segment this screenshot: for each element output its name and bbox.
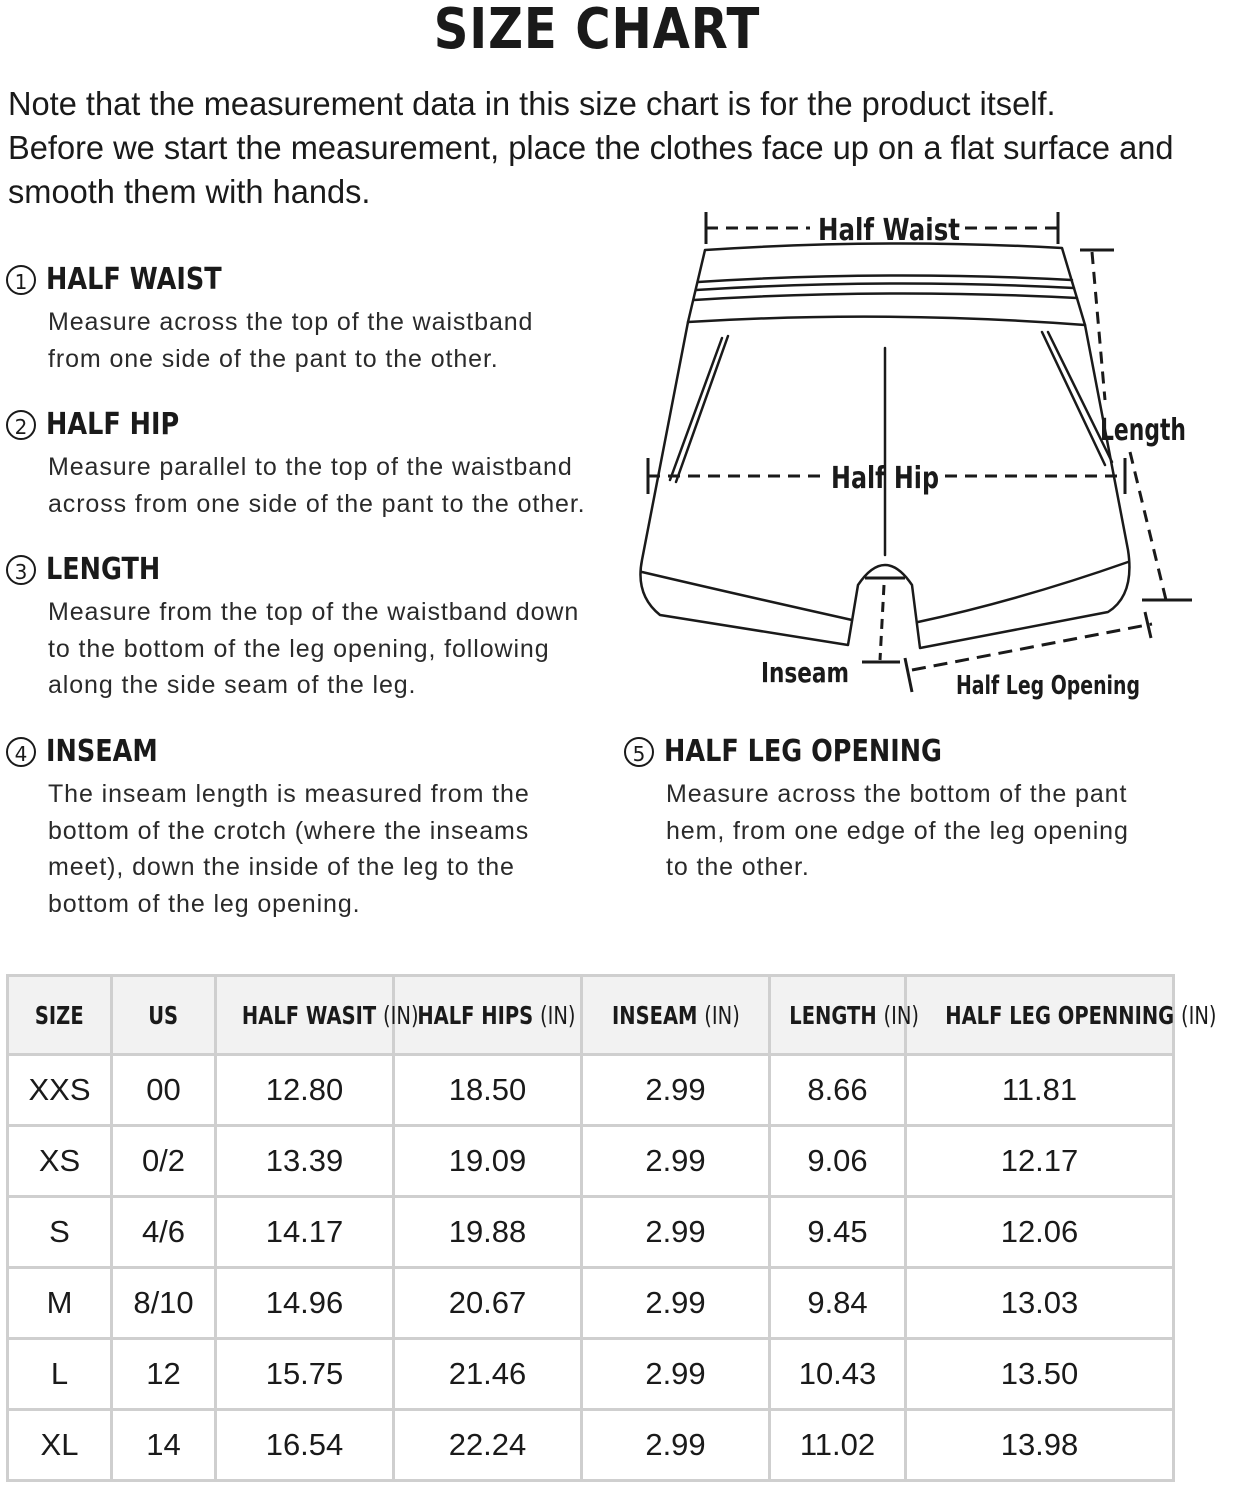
section-half-leg-opening — [624, 734, 1129, 886]
cell-half-waist: 13.39 — [216, 1126, 394, 1197]
section-number: 1 — [6, 265, 36, 295]
shorts-measurement-diagram — [630, 200, 1194, 700]
column-header-half-waist — [216, 976, 419, 1055]
description-line: Measure across the bottom of the pant — [666, 780, 1128, 808]
cell-half-hips: 19.09 — [394, 1126, 582, 1197]
header-label: US — [148, 1000, 179, 1030]
cell-half-hips: 21.46 — [394, 1339, 582, 1410]
cell-size: L — [8, 1339, 112, 1410]
header-label: HALF HIPS — [417, 1000, 534, 1030]
label-half-leg-opening: Half Leg Opening — [956, 671, 1140, 701]
cell-length: 11.02 — [770, 1410, 906, 1481]
section-description — [48, 776, 530, 923]
cell-us: 8/10 — [112, 1268, 216, 1339]
section-title: INSEAM — [46, 734, 158, 769]
header-unit: (IN) — [1180, 1000, 1217, 1030]
header-unit: (IN) — [883, 1000, 920, 1030]
description-line: Measure parallel to the top of the waistband — [48, 453, 573, 481]
column-header-half-hips — [394, 976, 582, 1055]
section-heading — [6, 734, 530, 770]
table-row — [8, 1268, 1174, 1339]
section-number: 5 — [624, 737, 654, 767]
cell-half-waist: 12.80 — [216, 1055, 394, 1126]
table-row — [8, 1055, 1174, 1126]
description-line: hem, from one edge of the leg opening — [666, 816, 1129, 845]
cell-half-leg-opening: 13.03 — [906, 1268, 1174, 1339]
cell-us: 4/6 — [112, 1197, 216, 1268]
cell-us: 12 — [112, 1339, 216, 1410]
cell-half-waist: 15.75 — [216, 1339, 394, 1410]
header-label: HALF WASIT — [241, 1000, 377, 1030]
description-line: from one side of the pant to the other. — [48, 344, 499, 373]
header-unit: (IN) — [382, 1000, 419, 1030]
intro-line: Note that the measurement data in this size chart is for the product itself. — [8, 85, 1056, 122]
section-description — [48, 304, 533, 377]
column-header-us — [112, 976, 216, 1055]
label-length: Length — [1100, 413, 1186, 448]
cell-inseam: 2.99 — [582, 1268, 770, 1339]
label-half-waist: Half Waist — [818, 213, 960, 248]
label-half-hip: Half Hip — [831, 461, 939, 496]
cell-half-hips: 20.67 — [394, 1268, 582, 1339]
section-description — [666, 776, 1129, 886]
header-label: SIZE — [35, 1000, 84, 1030]
intro-line: Before we start the measurement, place the clothes face up on a flat surface and — [8, 129, 1174, 166]
description-line: to the bottom of the leg opening, following — [48, 634, 550, 663]
table-row — [8, 1197, 1174, 1268]
table-row — [8, 1126, 1174, 1197]
cell-half-leg-opening: 13.50 — [906, 1339, 1174, 1410]
section-inseam — [6, 734, 530, 923]
section-heading — [6, 407, 586, 443]
cell-half-leg-opening: 11.81 — [906, 1055, 1174, 1126]
cell-size: S — [8, 1197, 112, 1268]
cell-inseam: 2.99 — [582, 1055, 770, 1126]
cell-inseam: 2.99 — [582, 1339, 770, 1410]
header-unit: (IN) — [539, 1000, 576, 1030]
description-line: across from one side of the pant to the other. — [48, 489, 586, 518]
cell-us: 0/2 — [112, 1126, 216, 1197]
header-label: HALF LEG OPENNING — [945, 1000, 1175, 1030]
cell-half-hips: 18.50 — [394, 1055, 582, 1126]
section-number: 3 — [6, 555, 36, 585]
cell-half-hips: 22.24 — [394, 1410, 582, 1481]
section-number: 4 — [6, 737, 36, 767]
cell-half-leg-opening: 12.17 — [906, 1126, 1174, 1197]
table-row — [8, 1339, 1174, 1410]
cell-length: 9.06 — [770, 1126, 906, 1197]
section-heading — [624, 734, 1129, 770]
description-line: bottom of the leg opening. — [48, 890, 361, 919]
label-inseam: Inseam — [761, 656, 849, 689]
header-label: LENGTH — [789, 1000, 877, 1030]
description-line: along the side seam of the leg. — [48, 671, 417, 700]
cell-length: 8.66 — [770, 1055, 906, 1126]
description-line: meet), down the inside of the leg to the — [48, 853, 515, 882]
size-table — [6, 974, 1217, 1482]
page-title: SIZE CHART — [433, 0, 761, 62]
cell-half-leg-opening: 12.06 — [906, 1197, 1174, 1268]
intro-note — [8, 82, 1174, 214]
section-title: HALF WAIST — [46, 262, 222, 297]
cell-length: 10.43 — [770, 1339, 906, 1410]
cell-size: XS — [8, 1126, 112, 1197]
cell-half-waist: 14.17 — [216, 1197, 394, 1268]
description-line: Measure across the top of the waistband — [48, 308, 534, 336]
header-label: INSEAM — [611, 1000, 698, 1030]
cell-inseam: 2.99 — [582, 1197, 770, 1268]
section-heading — [6, 262, 533, 298]
column-header-inseam — [582, 976, 770, 1055]
section-description — [48, 449, 586, 522]
column-header-half-leg-opening — [906, 976, 1217, 1055]
description-line: to the other. — [666, 853, 810, 882]
header-unit: (IN) — [703, 1000, 740, 1030]
cell-half-leg-opening: 13.98 — [906, 1410, 1174, 1481]
description-line: Measure from the top of the waistband down — [48, 598, 580, 626]
cell-length: 9.84 — [770, 1268, 906, 1339]
column-header-length — [770, 976, 920, 1055]
cell-length: 9.45 — [770, 1197, 906, 1268]
section-description — [48, 594, 579, 704]
section-title: LENGTH — [46, 552, 161, 587]
section-heading — [6, 552, 579, 588]
table-row — [8, 1410, 1174, 1481]
section-length — [6, 552, 579, 704]
section-title: HALF HIP — [46, 407, 180, 442]
table-header-row — [8, 976, 1174, 1055]
section-half-hip — [6, 407, 586, 522]
section-half-waist — [6, 262, 533, 377]
cell-half-waist: 16.54 — [216, 1410, 394, 1481]
cell-us: 14 — [112, 1410, 216, 1481]
cell-inseam: 2.99 — [582, 1410, 770, 1481]
cell-size: XL — [8, 1410, 112, 1481]
column-header-size — [8, 976, 112, 1055]
cell-inseam: 2.99 — [582, 1126, 770, 1197]
section-number: 2 — [6, 410, 36, 440]
cell-size: M — [8, 1268, 112, 1339]
cell-half-hips: 19.88 — [394, 1197, 582, 1268]
cell-half-waist: 14.96 — [216, 1268, 394, 1339]
section-title: HALF LEG OPENING — [664, 734, 942, 769]
cell-size: XXS — [8, 1055, 112, 1126]
description-line: The inseam length is measured from the — [48, 780, 530, 808]
cell-us: 00 — [112, 1055, 216, 1126]
intro-line: smooth them with hands. — [8, 173, 371, 210]
description-line: bottom of the crotch (where the inseams — [48, 816, 530, 845]
